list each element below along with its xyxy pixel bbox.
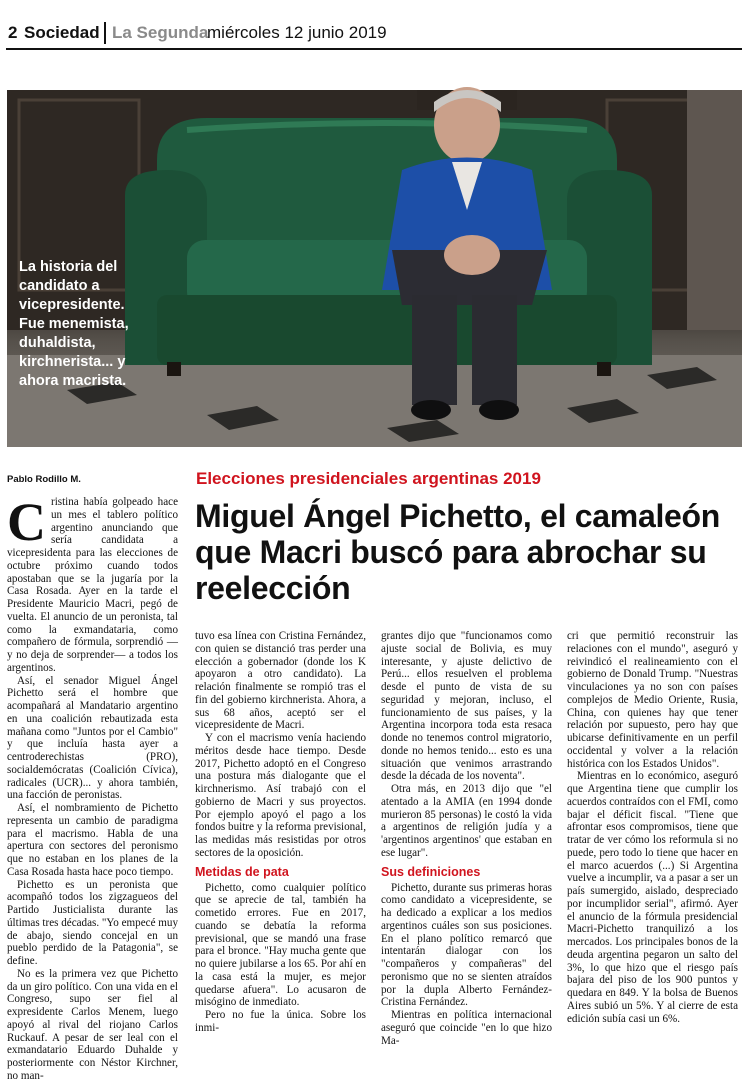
headline: Miguel Ángel Pichetto, el camaleón que Macri buscó para abrochar su reelección <box>195 498 721 606</box>
paragraph: Mientras en política internacional aseguró que coincide "en lo que hizo Ma- <box>381 1009 552 1047</box>
paragraph: No es la primera vez que Pichetto da un giro político. Con una vida en el Congreso, supo ser fiel al expresidente Carlos Menem, luego apoyó al rival del riojano Carlos Ruckauf. A pesar de ser leal con el exmandatario Eduardo Duhalde y posteriormente con Néstor Kirchner, no man- <box>7 967 178 1082</box>
section-name: Sociedad <box>24 23 100 42</box>
paragraph: cri que permitió reconstruir las relaciones con el mundo", aseguró y reivindicó el realineamiento con el gobierno de Donald Trump. "Nuestras vinculaciones ya no son con países complejos de Medio Oriente, Rusia, China, con quienes hay que tener relación por supuesto, pero hay que ubicarse definitivamente en un perfil occidental y volver a la relación histórica con los Estados Unidos". <box>567 630 738 770</box>
masthead <box>6 20 742 50</box>
kicker: Elecciones presidenciales argentinas 2019 <box>196 469 541 488</box>
paragraph: Pichetto, durante sus primeras horas como candidato a vicepresidente, se ha dedicado a explicar a los medios argentinos cuáles son sus posiciones. En el plano político remarcó que intentarán dialogar con los "compañeros y compañeras" del peronismo que no se sienten atraídos por la dupla Alberto Fernández-Cristina Fernández. <box>381 881 552 1009</box>
paragraph: Pichetto es un peronista que acompañó todos los zigzagueos del Partido Justicialista durante las últimas tres décadas. "Yo empecé muy de abajo, siendo concejal en un pueblo perdido de la Patagonia", se define. <box>7 878 178 967</box>
paragraph: Otra más, en 2013 dijo que "el atentado a la AMIA (en 1994 donde murieron 85 personas) le costó la vida a argentinos de religión judía y a 'argentinos argentinos' que estaban en ese lugar". <box>381 783 552 859</box>
newspaper-brand: La Segunda <box>112 23 209 42</box>
publication-date: miércoles 12 junio 2019 <box>207 23 387 42</box>
paragraph: Pichetto, como cualquier político que se aprecie de tal, también ha cometido errores. Fue en 2017, cuando se debatía la reforma previsional, que se mandó una frase para el bronce. "Hay mucha gente que no quiere jubilarse a los 65. Por ahí en la casa está la mujer, es mejor quedarse afuera". Lo acusaron de misógino de inmediato. <box>195 881 366 1009</box>
body-column-2 <box>195 630 366 1035</box>
subheading: Sus definiciones <box>381 864 481 879</box>
body-column-3 <box>381 630 552 1047</box>
drop-cap: C <box>7 492 46 552</box>
paragraph: Así, el senador Miguel Ángel Pichetto será el hombre que acompañará al Mandatario argentino en una coalición rebautizada esta mañana como "Juntos por el Cambio" y que incluía hasta ayer a centroderechistas (PRO), socialdemócratas (Coalición Cívica), radicales (UCR)... y ahora también, una facción de peronistas. <box>7 674 178 802</box>
masthead-divider <box>104 22 106 44</box>
page-number: 2 <box>8 23 18 42</box>
paragraph: tuvo esa línea con Cristina Fernández, con quien se distanció tras perder una elección a gobernador (donde los K apoyaron a otro candidato). La relación finalmente se rompió tras el fin del gobierno kirchnerista. Ahora, a sus 68 años, aceptó ser el vicepresidente de Macri. <box>195 630 366 732</box>
paragraph: grantes dijo que "funcionamos como ajuste social de Bolivia, es muy interesante, y ajuste delictivo de Perú... ellos resuelven el problema desde el punto de vista de su seguridad y mejoran, incluso, el funcionamiento de sus países, y la Argentina incorpora toda esta resaca donde no tenemos control migratorio, donde no hemos tenido... esto es una situación que venimos arrastrando desde la década de los noventa". <box>381 630 552 783</box>
paragraph: Pero no fue la única. Sobre los inmi- <box>195 1009 366 1034</box>
paragraph-text: ristina había golpeado hace un mes el tablero político argentino anunciando que sería candidata a vicepresidenta para las elecciones de octubre próximo cuando todos apostaban que se la jugaría por la Casa Rosada. Ayer en la tarde el Presidente Mauricio Macri, pegó de vuelta. El anuncio de un peronista, tal como la exmandataria, como compañero de fórmula, sorprendió —y no deja de sorprender— a todos los argentinos. <box>7 496 178 674</box>
byline: Pablo Rodillo M. <box>7 474 81 485</box>
paragraph <box>7 492 178 675</box>
body-column-4 <box>567 630 738 1025</box>
paragraph: Mientras en lo económico, aseguró que Argentina tiene que cumplir los acuerdos contraídos con el FMI, como bajar el déficit fiscal. "Tiene que afrontar esos compromisos, tiene que tratar de ver cómo los reformula si no puede, pero todo lo tiene que hacer en el marco acuerdos (...) Si Argentina vuelve a incumplir, va a pasar a ser un país sumergido, aislado, despreciado por incumplidor serial", afirmó. Ayer el anuncio de la fórmula presidencial Macri-Pichetto tranquilizó a los mercados. Los principales bonos de la deuda argentina pegaron un salto del 3%, lo que hizo que el riesgo país bajara del piso de los 900 puntos y quedara en 849. Y la bolsa de Buenos Aires subió un 5%. Y al cierre de esta edición subía casi un 6%. <box>567 770 738 1025</box>
body-column-1 <box>7 492 178 1083</box>
hero-caption: La historia del candidato a vicepresidente. Fue menemista, duhaldista, kirchnerista... y ahora macrista. <box>19 259 129 389</box>
subheading: Metidas de pata <box>195 864 289 879</box>
paragraph: Y con el macrismo venía haciendo méritos desde hace tiempo. Desde 2017, Pichetto adoptó en el Congreso una postura más dialogante que el kirchnerismo. Así trabajó con el gobierno de Macri y sus proyectos. Por ejemplo apoyó el pago a los fondos buitre y la reforma previsional, las medidas más resistidas por otros sectores de la oposición. <box>195 732 366 859</box>
hero-photo <box>7 90 742 447</box>
paragraph: Así, el nombramiento de Pichetto representa un cambio de paradigma para el macrismo. Habla de una apertura con sectores del peronismo que no estaban en los planes de la Casa Rosada hasta hace poco tiempo. <box>7 802 178 878</box>
